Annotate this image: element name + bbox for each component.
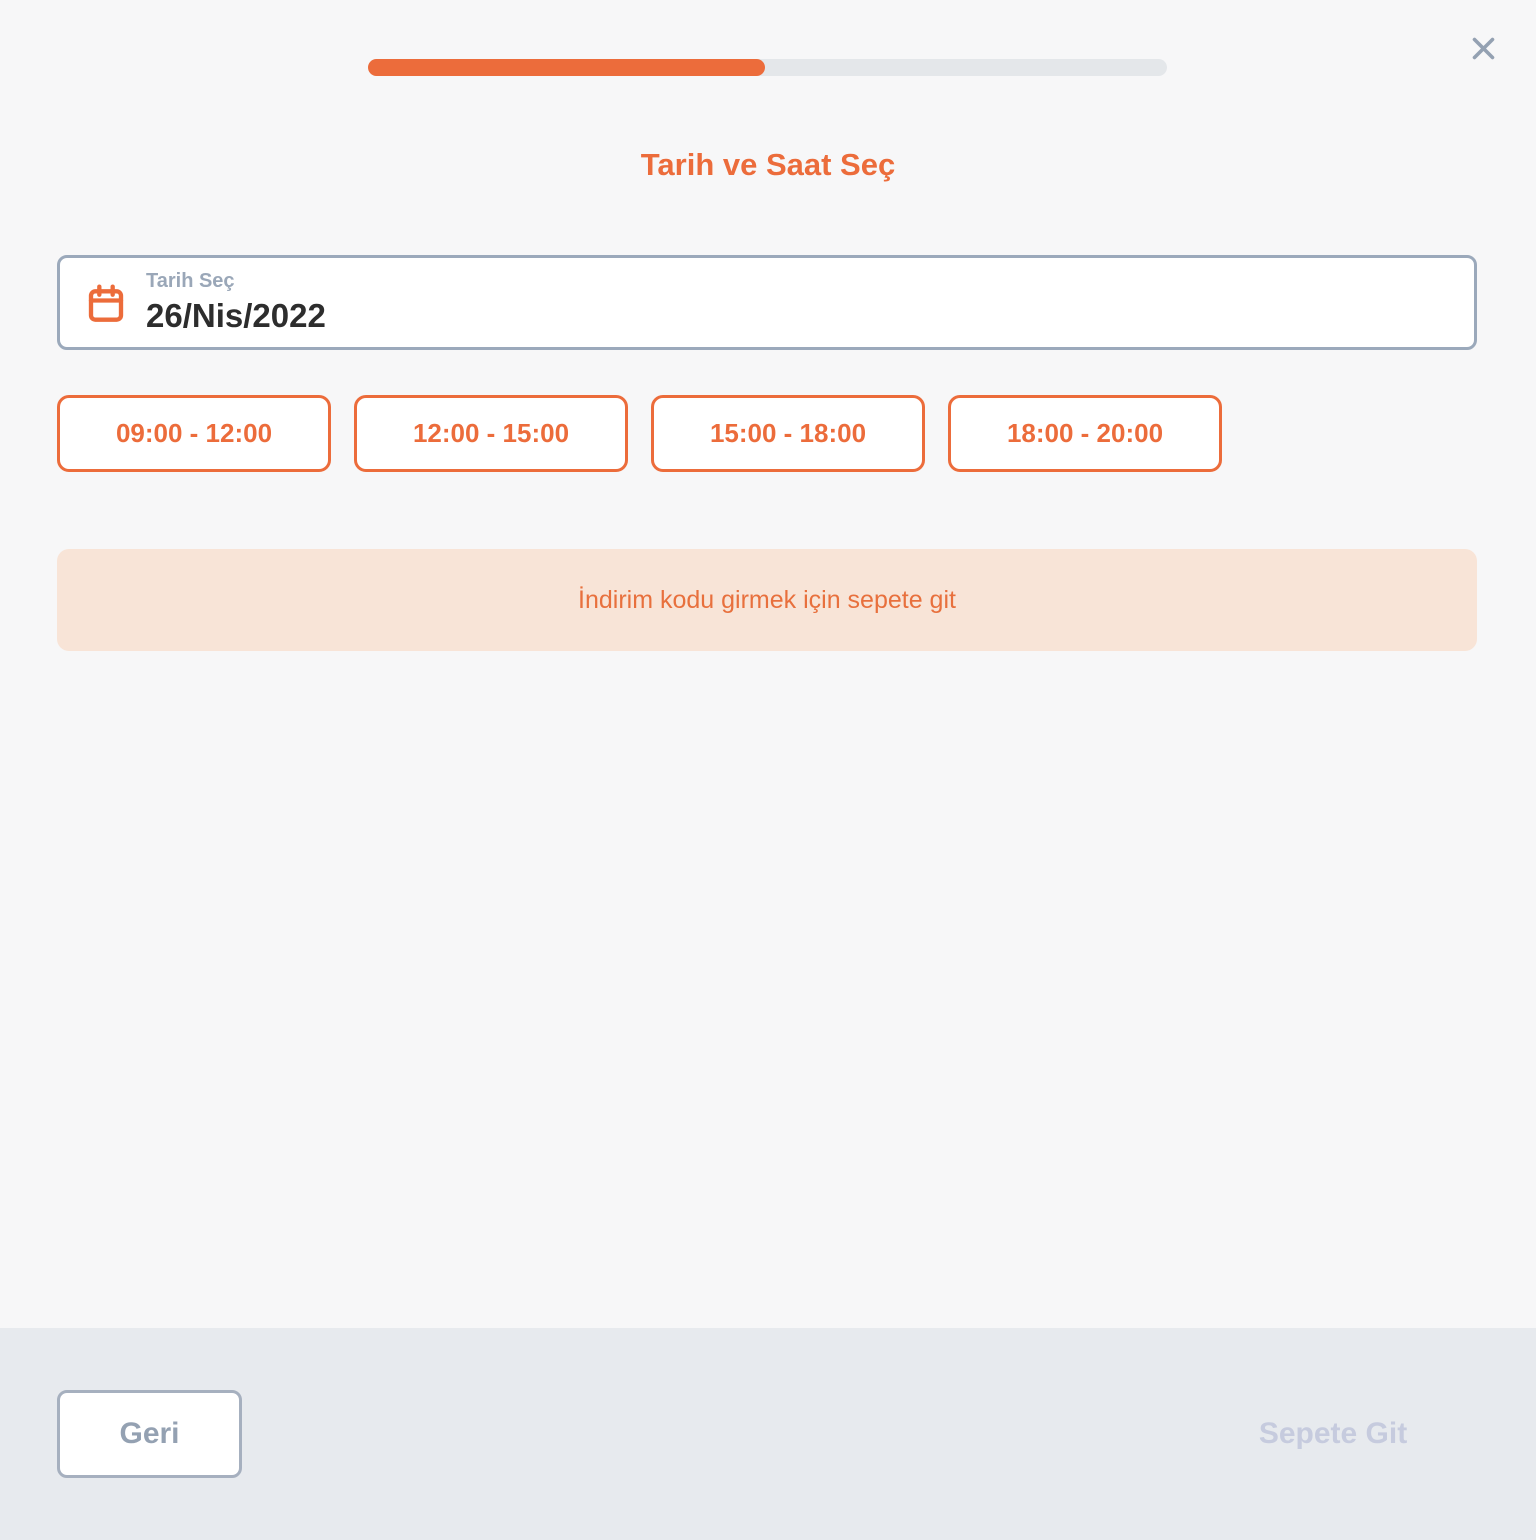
discount-info-banner [57,549,1477,651]
calendar-icon [86,281,126,325]
date-field-label: Tarih Seç [146,270,235,293]
progress-bar-fill [368,59,765,76]
date-picker-field[interactable] [57,255,1477,350]
time-slot-button-1500-1800[interactable]: 15:00 - 18:00 [651,395,925,472]
back-button[interactable]: Geri [57,1390,242,1478]
date-field-texts [146,270,326,335]
modal-title: Tarih ve Saat Seç [640,147,896,182]
footer-bar [0,1328,1536,1540]
discount-info-text: İndirim kodu girmek için sepete git [578,585,956,614]
close-button[interactable] [1464,29,1502,67]
time-slot-button-0900-1200[interactable]: 09:00 - 12:00 [57,395,331,472]
time-slot-button-1800-2000[interactable]: 18:00 - 20:00 [948,395,1222,472]
go-to-cart-button[interactable]: Sepete Git [1188,1390,1478,1478]
time-slot-button-1200-1500[interactable]: 12:00 - 15:00 [354,395,628,472]
progress-bar [368,59,1167,76]
close-icon [1470,35,1497,62]
time-slot-list [57,395,1222,472]
date-field-value: 26/Nis/2022 [146,297,326,335]
